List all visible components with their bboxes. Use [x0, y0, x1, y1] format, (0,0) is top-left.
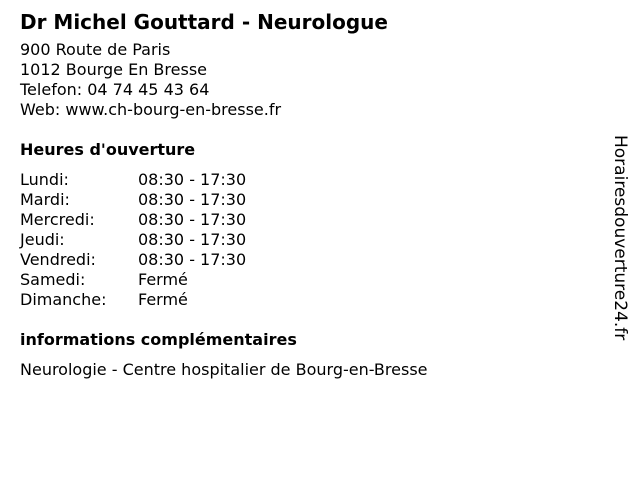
site-watermark: Horairesdouverture24.fr — [610, 135, 630, 341]
day-label: Mardi: — [20, 190, 70, 209]
hours-row-monday — [20, 170, 580, 190]
hours-row-sunday — [20, 290, 580, 310]
day-label: Mercredi: — [20, 210, 95, 229]
day-label: Vendredi: — [20, 250, 96, 269]
day-hours: 08:30 - 17:30 — [138, 190, 247, 209]
day-hours: Fermé — [138, 270, 188, 289]
address-city: 1012 Bourge En Bresse — [20, 60, 207, 79]
info-text: Neurologie - Centre hospitalier de Bourg-en-Bresse — [20, 360, 428, 379]
hours-row-thursday — [20, 230, 580, 250]
hours-row-saturday — [20, 270, 580, 290]
website-link[interactable]: Web: www.ch-bourg-en-bresse.fr — [20, 100, 282, 119]
day-hours: Fermé — [138, 290, 188, 309]
day-hours: 08:30 - 17:30 — [138, 250, 247, 269]
hours-table — [20, 170, 580, 310]
hours-row-wednesday — [20, 210, 580, 230]
day-label: Samedi: — [20, 270, 86, 289]
listing-card — [20, 8, 580, 380]
day-hours: 08:30 - 17:30 — [138, 170, 247, 189]
day-label: Dimanche: — [20, 290, 107, 309]
address-street: 900 Route de Paris — [20, 40, 171, 59]
day-label: Jeudi: — [20, 230, 65, 249]
page-title: Dr Michel Gouttard - Neurologue — [20, 10, 388, 34]
day-hours: 08:30 - 17:30 — [138, 210, 247, 229]
hours-heading: Heures d'ouverture — [20, 140, 196, 159]
day-label: Lundi: — [20, 170, 69, 189]
day-hours: 08:30 - 17:30 — [138, 230, 247, 249]
phone-number: Telefon: 04 74 45 43 64 — [20, 80, 210, 99]
hours-row-tuesday — [20, 190, 580, 210]
hours-row-friday — [20, 250, 580, 270]
info-heading: informations complémentaires — [20, 330, 297, 349]
